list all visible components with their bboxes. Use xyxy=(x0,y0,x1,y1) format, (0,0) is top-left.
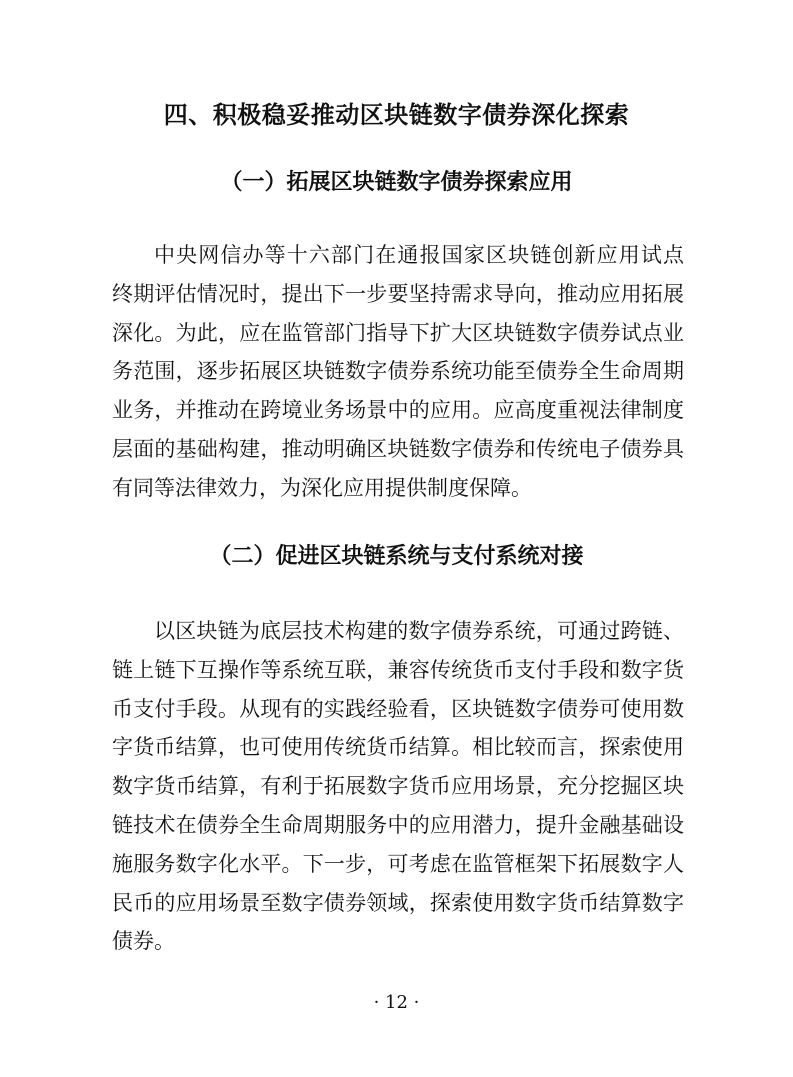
paragraph-line: 业务，并推动在跨境业务场景中的应用。应高度重视法律制度 xyxy=(112,398,684,423)
paragraph-2 xyxy=(112,612,684,961)
paragraph-line: 有同等法律效力，为深化应用提供制度保障。 xyxy=(112,475,532,500)
paragraph-line: 民币的应用场景至数字债券领域，探索使用数字货币结算数字 xyxy=(112,890,684,915)
paragraph-line: 币支付手段。从现有的实践经验看，区块链数字债券可使用数 xyxy=(112,696,684,721)
paragraph-line: 数字货币结算，有利于拓展数字货币应用场景，充分挖掘区块 xyxy=(112,774,684,799)
paragraph-line: 债券。 xyxy=(112,929,175,954)
page-number: · 12 · xyxy=(373,992,420,1013)
paragraph-line: 务范围，逐步拓展区块链数字债券系统功能至债券全生命周期 xyxy=(112,359,684,384)
paragraph-line: 深化。为此，应在监管部门指导下扩大区块链数字债券试点业 xyxy=(112,320,684,345)
subsection-heading-2: （二）促进区块链系统与支付系统对接 xyxy=(209,544,584,569)
paragraph-line: 以区块链为底层技术构建的数字债券系统，可通过跨链、 xyxy=(154,619,684,643)
paragraph-line: 施服务数字化水平。下一步，可考虑在监管框架下拓展数字人 xyxy=(112,851,684,876)
paragraph-line: 字货币结算，也可使用传统货币结算。相比较而言，探索使用 xyxy=(112,735,684,760)
paragraph-line: 层面的基础构建，推动明确区块链数字债券和传统电子债券具 xyxy=(112,436,684,461)
subsection-heading-1: （一）拓展区块链数字债券探索应用 xyxy=(220,170,573,195)
paragraph-1 xyxy=(112,236,684,508)
section-title: 四、积极稳妥推动区块链数字债券深化探索 xyxy=(163,101,630,129)
paragraph-line: 终期评估情况时，提出下一步要坚持需求导向，推动应用拓展 xyxy=(112,281,684,306)
paragraph-line: 中央网信办等十六部门在通报国家区块链创新应用试点 xyxy=(154,243,684,267)
paragraph-line: 链技术在债券全生命周期服务中的应用潜力，提升金融基础设 xyxy=(112,812,684,837)
paragraph-line: 链上链下互操作等系统互联，兼容传统货币支付手段和数字货 xyxy=(112,657,684,682)
